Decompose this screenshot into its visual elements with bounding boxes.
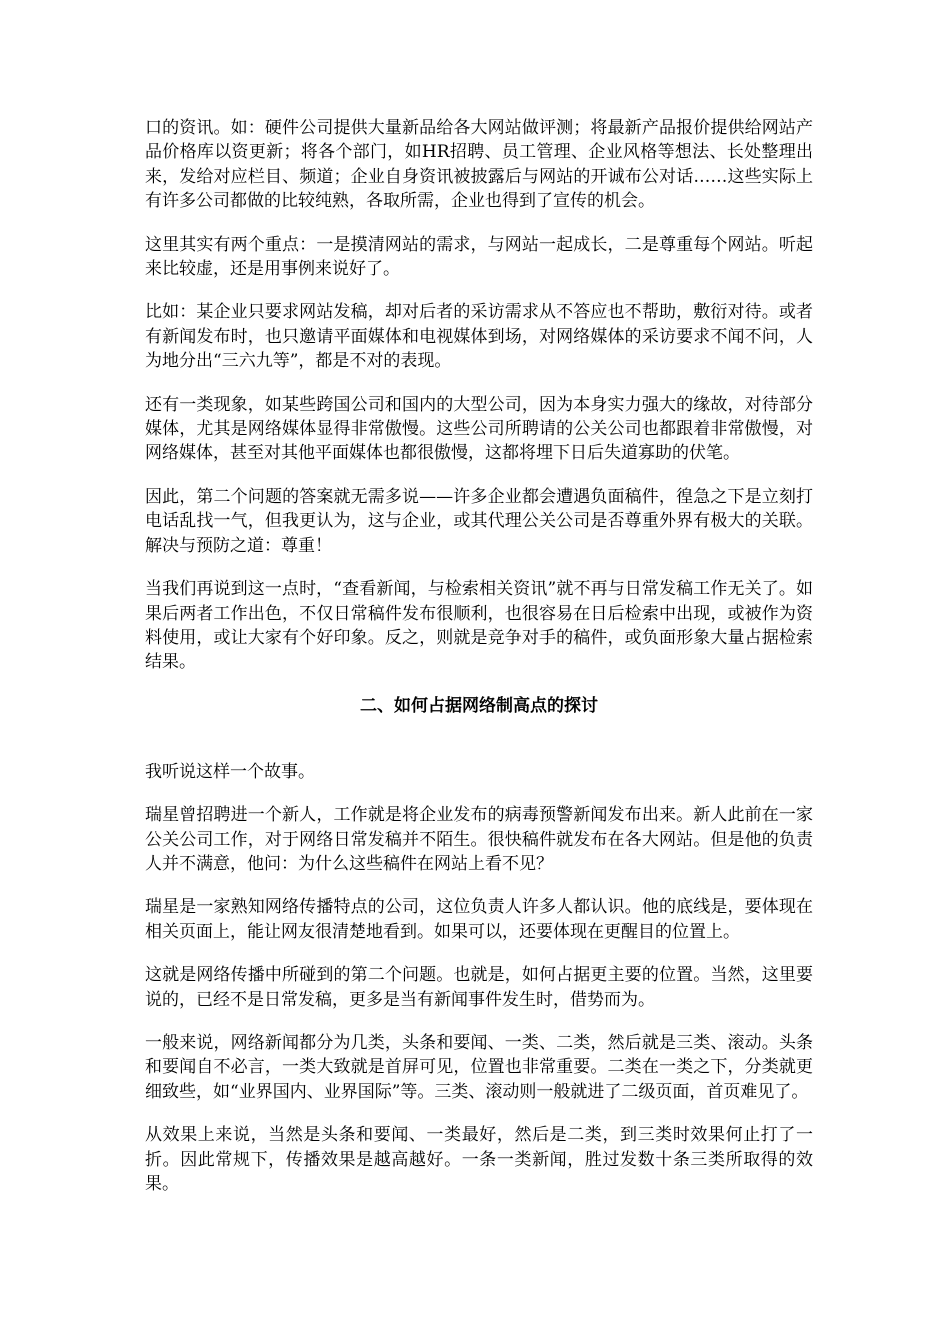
body-paragraph: 口的资讯。如：硬件公司提供大量新品给各大网站做评测；将最新产品报价提供给网站产品价格库以资更新；将各个部门，如HR招聘、员工管理、企业风格等想法、长处整理出来，发给对应栏目、频道；企业自身资讯被披露后与网站的开诚布公对话……这些实际上有许多公司都做的比较纯熟，各取所需，企业也得到了宣传的机会。 — [145, 118, 813, 212]
body-paragraph: 还有一类现象，如某些跨国公司和国内的大型公司，因为本身实力强大的缘故，对待部分媒体，尤其是网络媒体显得非常傲慢。这些公司所聘请的公关公司也都跟着非常傲慢，对网络媒体，甚至对其他平面媒体也都很傲慢，这都将埋下日后失道寡助的伏笔。 — [145, 394, 813, 464]
body-paragraph: 我听说这样一个故事。 — [145, 761, 315, 782]
body-paragraph: 瑞星是一家熟知网络传播特点的公司，这位负责人许多人都认识。他的底线是，要体现在相关页面上，能让网友很清楚地看到。如果可以，还要体现在更醒目的位置上。 — [145, 897, 813, 942]
body-paragraph: 这就是网络传播中所碰到的第二个问题。也就是，如何占据更主要的位置。当然，这里要说的，已经不是日常发稿，更多是当有新闻事件发生时，借势而为。 — [145, 965, 813, 1010]
body-paragraph: 这里其实有两个重点：一是摸清网站的需求，与网站一起成长，二是尊重每个网站。听起来比较虚，还是用事例来说好了。 — [145, 234, 813, 280]
body-paragraph: 从效果上来说，当然是头条和要闻、一类最好，然后是二类，到三类时效果何止打了一折。因此常规下，传播效果是越高越好。一条一类新闻，胜过发数十条三类所取得的效果。 — [145, 1125, 813, 1194]
body-paragraph: 当我们再说到这一点时，“查看新闻，与检索相关资讯”就不再与日常发稿工作无关了。如果后两者工作出色，不仅日常稿件发布很顺利，也很容易在日后检索中出现，或被作为资料使用，或让大家有个好印象。反之，则就是竞争对手的稿件，或负面形象大量占据检索结果。 — [145, 579, 813, 673]
body-paragraph: 比如：某企业只要求网站发稿，却对后者的采访需求从不答应也不帮助，敷衍对待。或者有新闻发布时，也只邀请平面媒体和电视媒体到场，对网络媒体的采访要求不闻不问，人为地分出“三六九等”，都是不对的表现。 — [145, 302, 813, 372]
section-heading: 二、如何占据网络制高点的探讨 — [360, 695, 598, 716]
body-paragraph: 因此，第二个问题的答案就无需多说——许多企业都会遭遇负面稿件，徨急之下是立刻打电话乱找一气，但我更认为，这与企业，或其代理公关公司是否尊重外界有极大的关联。解决与预防之道：尊重！ — [145, 486, 813, 556]
body-paragraph: 瑞星曾招聘进一个新人，工作就是将企业发布的病毒预警新闻发布出来。新人此前在一家公关公司工作，对于网络日常发稿并不陌生。很快稿件就发布在各大网站。但是他的负责人并不满意，他问：为什么这些稿件在网站上看不见？ — [145, 805, 813, 874]
document-page — [145, 116, 813, 1196]
body-paragraph: 一般来说，网络新闻都分为几类，头条和要闻、一类、二类，然后就是三类、滚动。头条和要闻自不必言，一类大致就是首屏可见，位置也非常重要。二类在一类之下，分类就更细致些，如“业界国内、业界国际”等。三类、滚动则一般就进了二级页面，首页难见了。 — [145, 1032, 813, 1102]
